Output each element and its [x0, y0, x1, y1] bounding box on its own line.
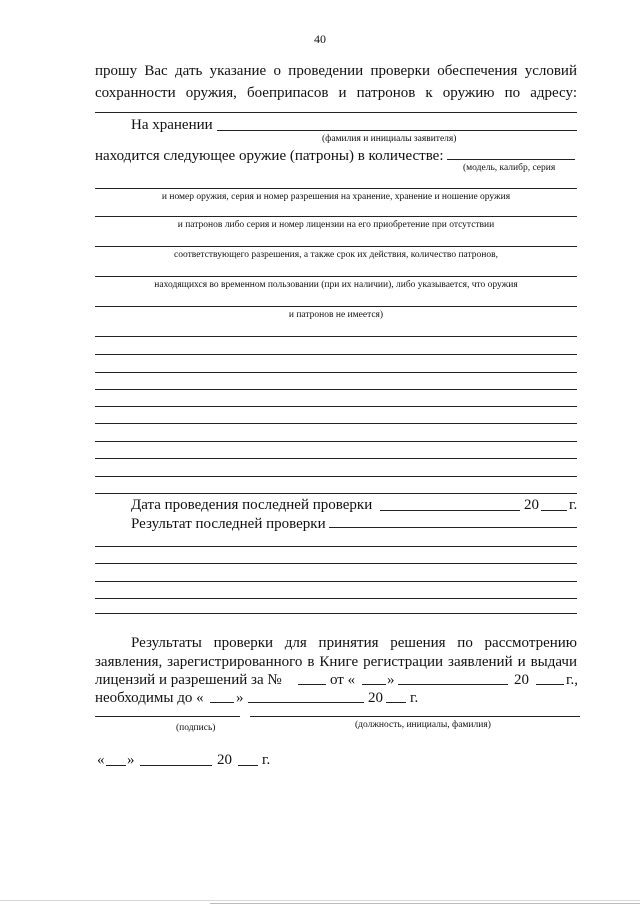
- blank-line[interactable]: [95, 389, 577, 390]
- results-line-1: Результаты проверки для принятия решения по рассмотрению: [131, 635, 577, 651]
- results-line-3-label: лицензий и разрешений за №: [95, 672, 282, 688]
- weapons-detail-line-4[interactable]: [95, 276, 577, 277]
- applicant-caption: (фамилия и инициалы заявителя): [322, 134, 457, 144]
- intro-line-1: прошу Вас дать указание о проведении проверки обеспечения условий: [95, 63, 577, 79]
- results-line-2: заявления, зарегистрированного в Книге регистрации заявлений и выдачи: [95, 654, 577, 670]
- blank-line[interactable]: [95, 476, 577, 477]
- signature-line[interactable]: [95, 716, 240, 717]
- model-caption: (модель, калибр, серия: [463, 163, 556, 173]
- result-blank-line[interactable]: [95, 546, 577, 547]
- weapons-quantity-line[interactable]: [447, 159, 575, 160]
- last-check-year-suffix: г.: [569, 497, 578, 513]
- weapons-detail-line-3[interactable]: [95, 246, 577, 247]
- position-caption: (должность, инициалы, фамилия): [355, 720, 491, 730]
- footer-day-line[interactable]: [106, 765, 126, 766]
- weapons-detail-line-1[interactable]: [95, 188, 577, 189]
- last-check-result-label: Результат последней проверки: [131, 516, 326, 532]
- scan-edge-shadow: [210, 903, 640, 904]
- caption-2: и патронов либо серия и номер лицензии на его приобретение при отсутствии: [177, 220, 495, 230]
- blank-line[interactable]: [95, 336, 577, 337]
- last-check-year-line[interactable]: [541, 510, 567, 511]
- due-day-line[interactable]: [210, 702, 234, 703]
- results-from-open: от «: [330, 672, 356, 688]
- blank-line[interactable]: [95, 354, 577, 355]
- last-check-result-line[interactable]: [329, 527, 577, 528]
- due-year-prefix: 20: [368, 690, 383, 706]
- scan-edge-bottom: [0, 900, 640, 901]
- registration-month-line[interactable]: [398, 684, 508, 685]
- due-year-suffix: г.: [410, 690, 419, 706]
- page-number: 40: [314, 32, 326, 46]
- blank-line[interactable]: [95, 441, 577, 442]
- applicant-name-line[interactable]: [217, 130, 577, 131]
- storage-label: На хранении: [131, 117, 213, 133]
- result-blank-line[interactable]: [95, 581, 577, 582]
- last-check-year-prefix: 20: [524, 497, 539, 513]
- caption-3: соответствующего разрешения, а также срок их действия, количество патронов,: [174, 250, 498, 260]
- due-year-line[interactable]: [386, 702, 406, 703]
- result-blank-line[interactable]: [95, 563, 577, 564]
- blank-line[interactable]: [95, 372, 577, 373]
- results-year-suffix: г.,: [566, 672, 578, 688]
- registration-year-line[interactable]: [536, 684, 564, 685]
- blank-line[interactable]: [95, 406, 577, 407]
- weapons-detail-line-5[interactable]: [95, 306, 577, 307]
- footer-year-suffix: г.: [262, 752, 271, 768]
- caption-5: и патронов не имеется): [288, 310, 384, 320]
- results-line-4-label: необходимы до «: [95, 690, 204, 706]
- due-month-line[interactable]: [248, 702, 364, 703]
- registration-day-line[interactable]: [362, 684, 386, 685]
- blank-line[interactable]: [95, 493, 577, 494]
- caption-4: находящихся во временном пользовании (при их наличии), либо указывается, что оружия: [154, 280, 518, 290]
- weapons-label: находится следующее оружие (патроны) в количестве:: [95, 148, 444, 164]
- results-year-prefix: 20: [514, 672, 529, 688]
- result-blank-line[interactable]: [95, 613, 577, 614]
- last-check-date-line[interactable]: [380, 510, 520, 511]
- due-close: »: [236, 690, 244, 706]
- footer-month-line[interactable]: [140, 765, 212, 766]
- footer-date-close: »: [127, 752, 135, 768]
- registration-number-line[interactable]: [298, 684, 326, 685]
- signature-caption: (подпись): [176, 723, 216, 733]
- last-check-date-label: Дата проведения последней проверки: [131, 497, 373, 513]
- blank-line[interactable]: [95, 423, 577, 424]
- result-blank-line[interactable]: [95, 598, 577, 599]
- footer-date-open: «: [97, 752, 105, 768]
- address-line[interactable]: [95, 112, 577, 113]
- footer-year-prefix: 20: [217, 752, 232, 768]
- position-name-line[interactable]: [250, 716, 580, 717]
- footer-year-line[interactable]: [238, 765, 258, 766]
- weapons-detail-line-2[interactable]: [95, 216, 577, 217]
- intro-line-2: сохранности оружия, боеприпасов и патронов к оружию по адресу:: [95, 85, 577, 101]
- blank-line[interactable]: [95, 458, 577, 459]
- caption-1: и номер оружия, серия и номер разрешения на хранение, хранение и ношение оружия: [161, 192, 511, 202]
- results-from-close: »: [387, 672, 395, 688]
